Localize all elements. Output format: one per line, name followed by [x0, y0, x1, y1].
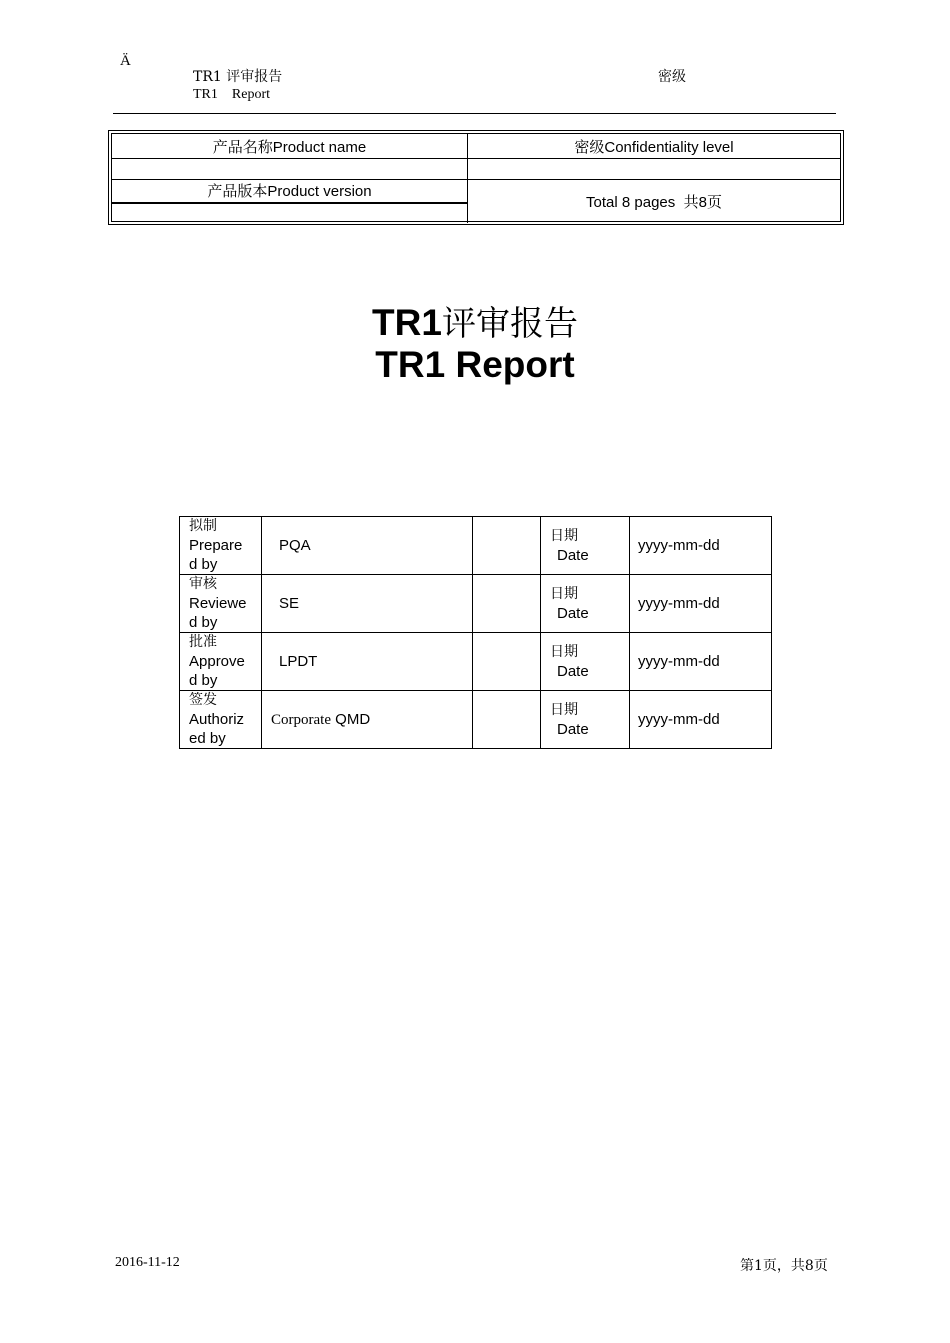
role-cn: 批准	[189, 634, 217, 650]
date-label-cell	[541, 517, 630, 575]
role-cn: 签发	[189, 692, 217, 708]
date-label-cell	[541, 575, 630, 633]
date-label-cn: 日期	[550, 643, 578, 660]
approval-row-authorized	[180, 691, 772, 749]
date-value: yyyy-mm-dd	[638, 711, 720, 728]
signature-cell[interactable]	[473, 691, 541, 749]
title-prefix: TR1	[372, 302, 442, 343]
assignee-name: QMD	[335, 710, 371, 728]
date-value: yyyy-mm-dd	[638, 537, 720, 554]
approval-row-reviewed	[180, 575, 772, 633]
date-label-cn: 日期	[550, 701, 578, 718]
assignee-name: PQA	[279, 537, 311, 554]
assignee-name: LPDT	[279, 653, 318, 670]
date-label-cell	[541, 633, 630, 691]
title-cn-text: 评审报告	[441, 304, 578, 344]
approval-row-approved	[180, 633, 772, 691]
role-cell	[180, 575, 262, 633]
product-info-table-inner	[111, 133, 841, 222]
footer-page-number: 第1页，共8页	[740, 1258, 828, 1274]
role-cell	[180, 517, 262, 575]
header-mark: Ä	[120, 53, 131, 69]
role-en: Approve d by	[189, 653, 245, 689]
assignee-prefix: Corporate	[271, 711, 331, 728]
assignee-cell[interactable]	[262, 691, 473, 749]
document-title-cn	[0, 296, 950, 345]
role-en: Prepare d by	[189, 537, 243, 573]
date-label-en: Date	[557, 662, 589, 680]
approval-table	[179, 516, 772, 749]
product-version-value[interactable]	[112, 202, 467, 223]
assignee-name: SE	[279, 595, 300, 612]
product-version-label: 产品版本Product version	[207, 183, 372, 200]
role-en: Authoriz ed by	[189, 711, 245, 747]
approval-row-prepared	[180, 517, 772, 575]
footer-date: 2016-11-12	[115, 1255, 180, 1270]
assignee-cell[interactable]	[262, 517, 473, 575]
role-cell	[180, 691, 262, 749]
date-value-cell[interactable]	[630, 575, 772, 633]
role-cn: 审核	[189, 576, 217, 592]
role-en: Reviewe d by	[189, 595, 247, 631]
product-name-value[interactable]	[112, 158, 467, 179]
header-title-en: TR1 Report	[193, 87, 270, 102]
date-value-cell[interactable]	[630, 633, 772, 691]
header-rule	[113, 113, 836, 114]
role-cell	[180, 633, 262, 691]
date-value-cell[interactable]	[630, 691, 772, 749]
total-pages: Total 8 pages 共8页	[586, 193, 722, 211]
date-label-en: Date	[557, 546, 589, 564]
date-label-cn: 日期	[550, 527, 578, 544]
signature-cell[interactable]	[473, 517, 541, 575]
signature-cell[interactable]	[473, 575, 541, 633]
confidentiality-label: 密级Confidentiality level	[574, 138, 734, 156]
document-title-en: TR1 Report	[375, 344, 575, 385]
date-label-cn: 日期	[550, 585, 578, 602]
product-info-table	[108, 130, 844, 225]
date-value: yyyy-mm-dd	[638, 595, 720, 612]
header-confidentiality: 密级	[658, 69, 686, 85]
date-label-en: Date	[557, 604, 589, 622]
confidentiality-value[interactable]	[467, 158, 841, 179]
assignee-cell[interactable]	[262, 633, 473, 691]
date-label-en: Date	[557, 720, 589, 738]
date-label-cell	[541, 691, 630, 749]
assignee-cell[interactable]	[262, 575, 473, 633]
date-value: yyyy-mm-dd	[638, 653, 720, 670]
signature-cell[interactable]	[473, 633, 541, 691]
product-name-label: 产品名称Product name	[212, 138, 367, 156]
date-value-cell[interactable]	[630, 517, 772, 575]
role-cn: 拟制	[189, 518, 217, 534]
header-title-cn: TR1 评审报告	[193, 69, 283, 85]
